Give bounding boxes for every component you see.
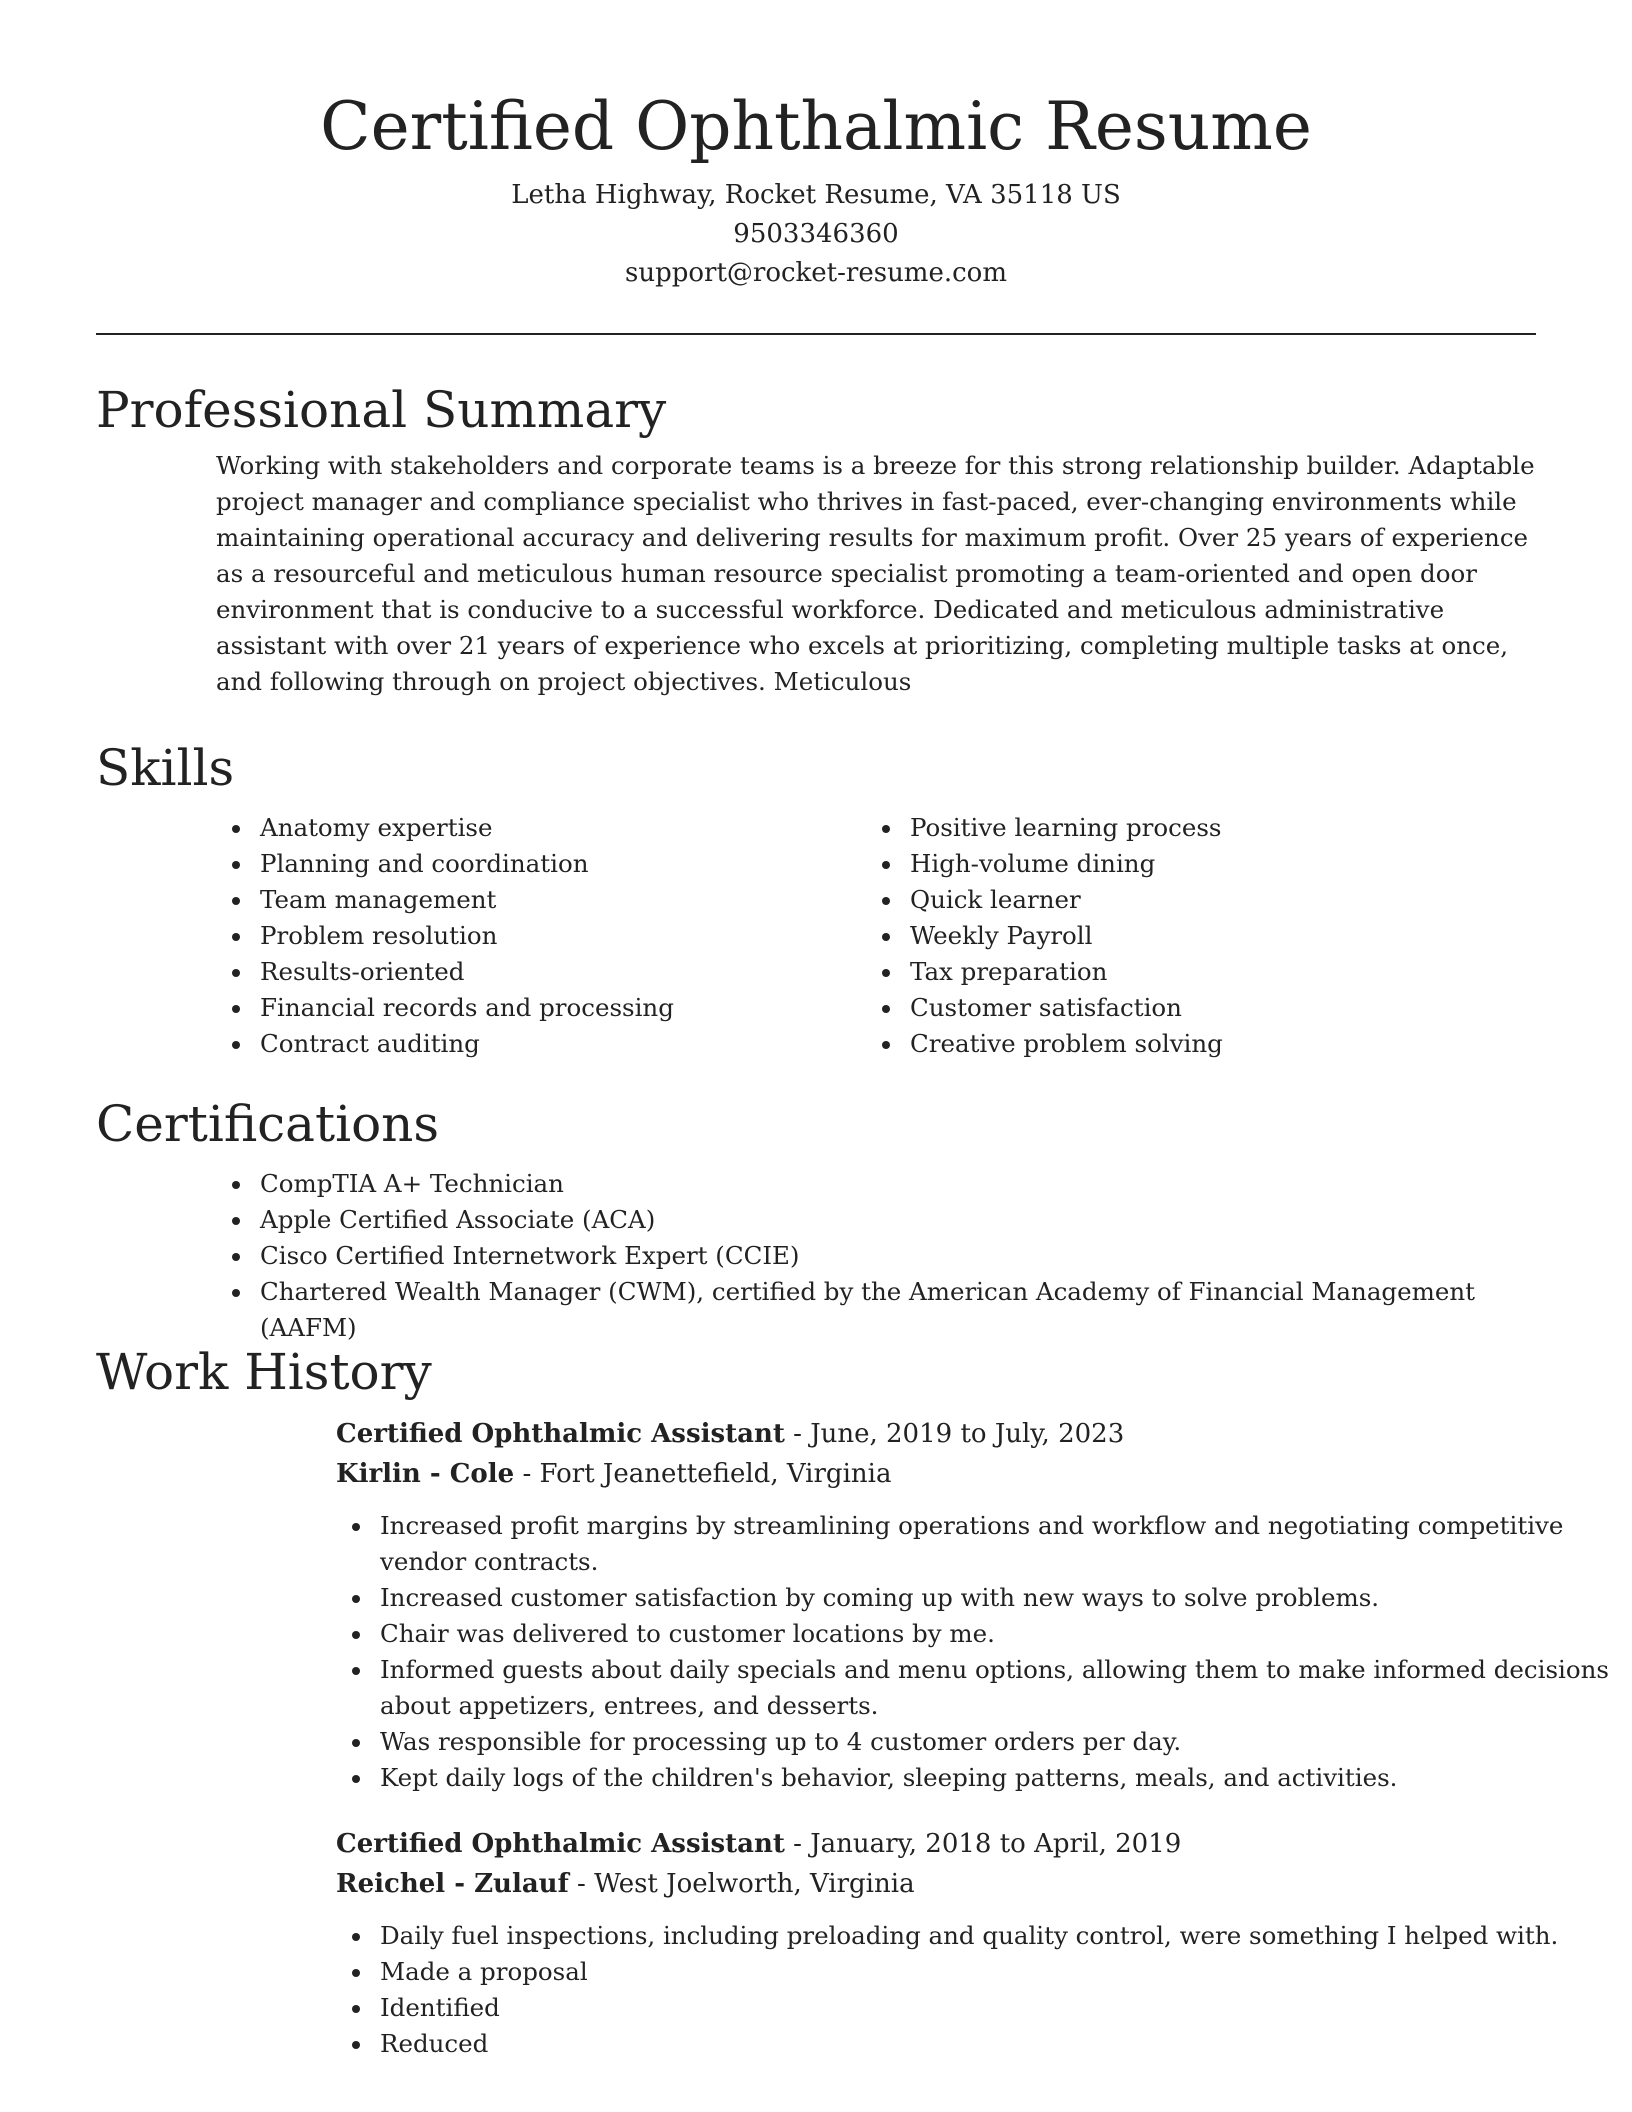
skills-section <box>96 736 1536 1062</box>
job-location: - West Joelworth, Virginia <box>568 1869 915 1899</box>
skills-list-left <box>216 810 866 1062</box>
job-duties-list <box>336 1918 1632 2062</box>
job-entry <box>336 1414 1632 1796</box>
job-duty-item: Identified <box>336 1990 1632 2026</box>
summary-text: Working with stakeholders and corporate teams is a breeze for this strong relationship builder. Adaptable project manager and compliance specialist who thrives in fast-paced, ever-changing environments while maintaining operational accuracy and delivering results for maximum profit. Over 25 years of experience as a resourceful and meticulous human resource specialist promoting a team-oriented and open door environment that is conducive to a successful workforce. Dedicated and meticulous administrative assistant with over 21 years of experience who excels at prioritizing, completing multiple tasks at once, and following through on project objectives. Meticulous <box>216 451 1535 696</box>
skill-item: Tax preparation <box>866 954 1516 990</box>
job-duty-item: Increased customer satisfaction by coming up with new ways to solve problems. <box>336 1580 1632 1616</box>
header-divider <box>96 333 1536 335</box>
skill-item: Contract auditing <box>216 1026 866 1062</box>
certification-item: Cisco Certified Internetwork Expert (CCIE) <box>216 1238 1536 1274</box>
job-dates: - January, 2018 to April, 2019 <box>784 1829 1182 1859</box>
resume-header <box>96 0 1536 293</box>
job-employer-line <box>336 1864 1632 1904</box>
job-location: - Fort Jeanettefield, Virginia <box>514 1459 892 1489</box>
skill-item: Positive learning process <box>866 810 1516 846</box>
skill-item: Team management <box>216 882 866 918</box>
job-duties-list <box>336 1508 1632 1796</box>
contact-phone: 9503346360 <box>733 219 899 249</box>
skill-item: Quick learner <box>866 882 1516 918</box>
job-role: Certified Ophthalmic Assistant <box>336 1829 785 1859</box>
summary-section <box>96 378 1536 700</box>
certifications-list <box>216 1166 1536 1346</box>
job-duty-item: Was responsible for processing up to 4 customer orders per day. <box>336 1724 1632 1760</box>
skills-columns <box>216 810 1536 1062</box>
skill-item: Anatomy expertise <box>216 810 866 846</box>
certification-item: Chartered Wealth Manager (CWM), certified by the American Academy of Financial Management (AAFM) <box>216 1274 1536 1346</box>
job-role: Certified Ophthalmic Assistant <box>336 1419 785 1449</box>
skill-item: Financial records and processing <box>216 990 866 1026</box>
job-employer: Reichel - Zulauf <box>336 1869 569 1899</box>
job-duty-item: Chair was delivered to customer locations by me. <box>336 1616 1632 1652</box>
job-title-line <box>336 1824 1632 1864</box>
work-history-section <box>96 1340 1536 1404</box>
skill-item: High-volume dining <box>866 846 1516 882</box>
job-duty-item: Kept daily logs of the children's behavior, sleeping patterns, meals, and activities. <box>336 1760 1632 1796</box>
contact-block <box>96 176 1536 293</box>
summary-heading: Professional Summary <box>96 381 667 439</box>
job-duty-item: Reduced <box>336 2026 1632 2062</box>
job-employer: Kirlin - Cole <box>336 1459 515 1489</box>
certification-item: Apple Certified Associate (ACA) <box>216 1202 1536 1238</box>
skill-item: Creative problem solving <box>866 1026 1516 1062</box>
certification-item: CompTIA A+ Technician <box>216 1166 1536 1202</box>
job-title-line <box>336 1414 1632 1454</box>
skill-item: Weekly Payroll <box>866 918 1516 954</box>
contact-email: support@rocket-resume.com <box>624 258 1007 288</box>
job-duty-item: Made a proposal <box>336 1954 1632 1990</box>
job-employer-line <box>336 1454 1632 1494</box>
job-dates: - June, 2019 to July, 2023 <box>784 1419 1125 1449</box>
resume-page <box>96 0 1609 2058</box>
skill-item: Problem resolution <box>216 918 866 954</box>
skills-list-right <box>866 810 1516 1062</box>
certifications-section <box>96 1092 1536 1346</box>
job-duty-item: Daily fuel inspections, including preloading and quality control, were something I helped with. <box>336 1918 1632 1954</box>
job-duty-item: Informed guests about daily specials and menu options, allowing them to make informed decisions about appetizers, entrees, and desserts. <box>336 1652 1632 1724</box>
certifications-heading: Certifications <box>96 1095 440 1153</box>
skill-item: Planning and coordination <box>216 846 866 882</box>
contact-address: Letha Highway, Rocket Resume, VA 35118 US <box>511 180 1121 210</box>
resume-title: Certified Ophthalmic Resume <box>320 88 1312 165</box>
skill-item: Results-oriented <box>216 954 866 990</box>
job-duty-item: Increased profit margins by streamlining operations and workflow and negotiating competitive vendor contracts. <box>336 1508 1632 1580</box>
work-history-heading: Work History <box>96 1343 432 1401</box>
skill-item: Customer satisfaction <box>866 990 1516 1026</box>
skills-heading: Skills <box>96 739 235 797</box>
job-entry <box>336 1824 1632 2062</box>
